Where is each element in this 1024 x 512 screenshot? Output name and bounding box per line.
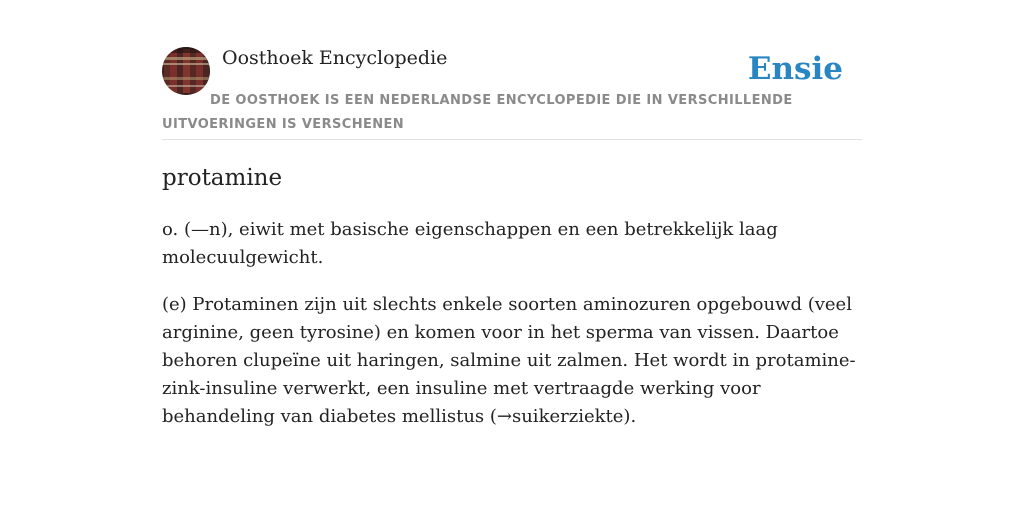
site-tagline: DE OOSTHOEK IS EEN NEDERLANDSE ENCYCLOPEDIE DIE IN VERSCHILLENDE UITVOERINGEN IS VERSCHENEN	[162, 93, 793, 132]
encyclopedia-books-icon[interactable]	[162, 47, 210, 95]
article-title: protamine	[162, 165, 283, 191]
site-name[interactable]: Oosthoek Encyclopedie	[222, 47, 448, 69]
site-header	[162, 0, 862, 140]
brand-logo[interactable]: Ensie	[747, 51, 843, 87]
article-paragraph-detail: (e) Protaminen zijn uit slechts enkele soorten aminozuren opgebouwd (veel arginine, geen tyrosine) en komen voor in het sperma van vissen. Daartoe behoren clupeïne uit haringen, salmine uit zalmen. Het wordt in protamine-zink-insuline verwerkt, een insuline met vertraagde werking voor behandeling van diabetes mellistus (→suikerziekte).	[162, 294, 856, 427]
content-container	[162, 0, 862, 427]
article-paragraph-definition: o. (—n), eiwit met basische eigenschappen en een betrekkelijk laag molecuulgewicht.	[162, 219, 778, 268]
